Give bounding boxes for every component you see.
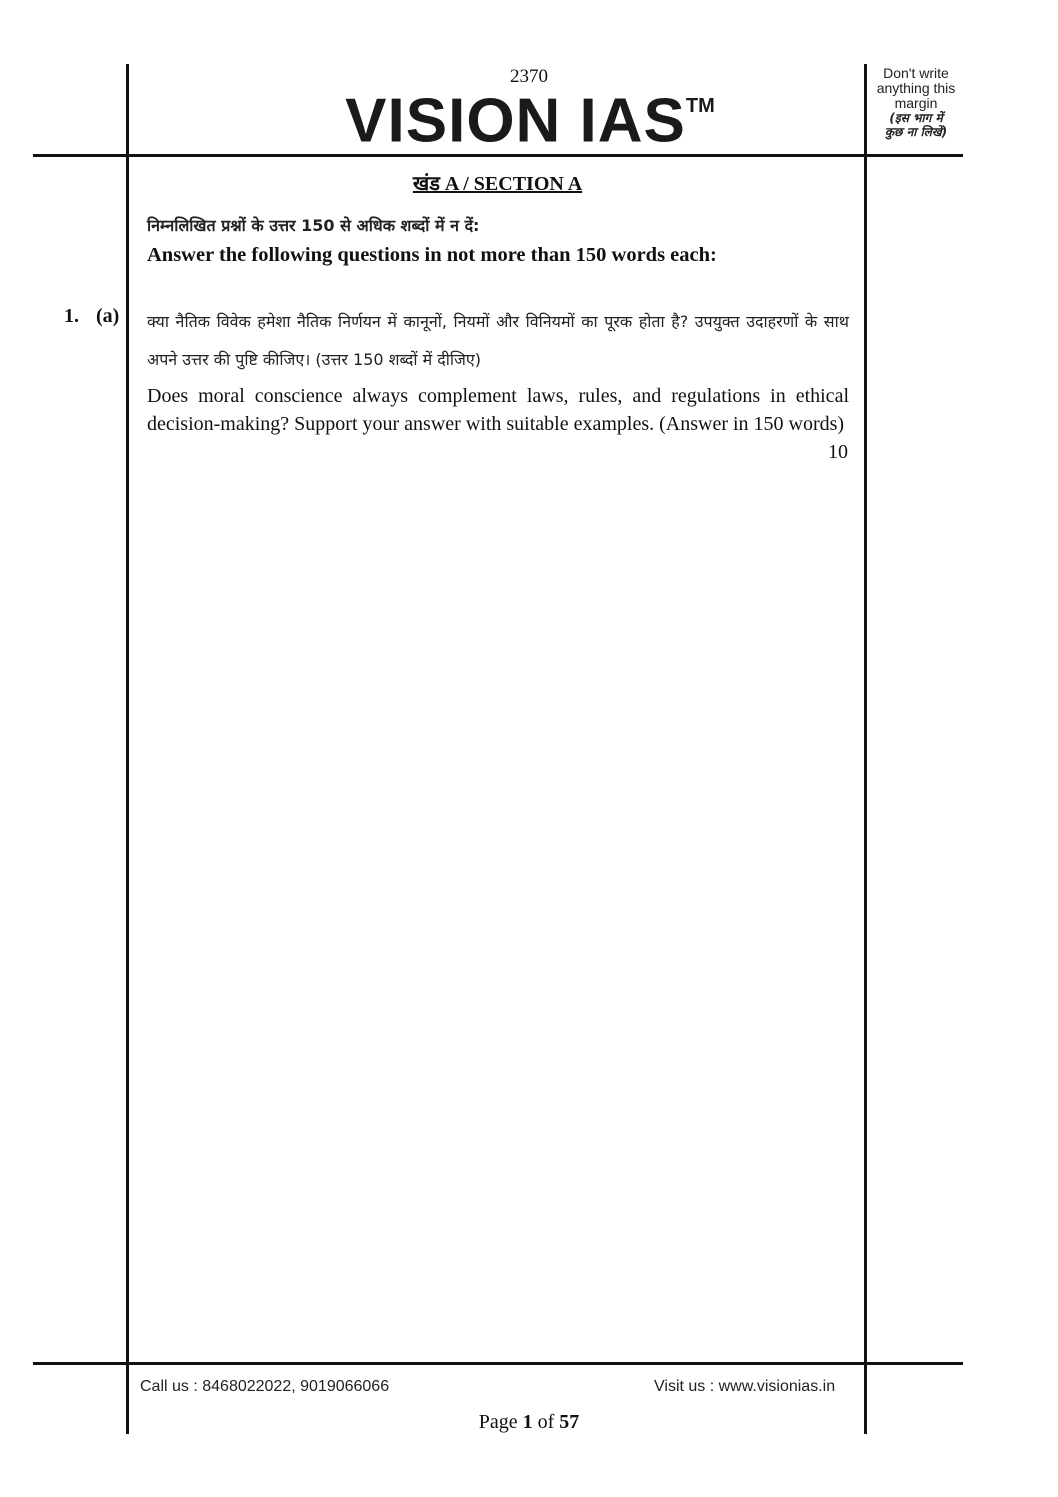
brand-name: VISION IAS bbox=[345, 86, 686, 156]
margin-note-line: anything this bbox=[876, 80, 956, 96]
instruction-english: Answer the following questions in not more than 150 words each: bbox=[147, 244, 717, 266]
question-number: 1. bbox=[64, 305, 79, 327]
section-title bbox=[130, 169, 865, 196]
question-text-hindi: क्या नैतिक विवेक हमेशा नैतिक निर्णयन में कानूनों, नियमों और विनियमों का पूरक होता है? उपयुक्त उदाहरणों के साथ अपने उत्तर की पुष्टि कीजिए। (उत्तर 150 शब्दों में दीजिए) bbox=[147, 312, 849, 369]
trademark-mark: TM bbox=[685, 95, 715, 117]
question-text-english: Does moral conscience always complement laws, rules, and regulations in ethical decision-making? Support your answer with suitable examples. (Answer in 150 words) bbox=[147, 385, 849, 435]
page-of: of bbox=[532, 1411, 560, 1433]
footer-website: Visit us : www.visionias.in bbox=[654, 1378, 836, 1395]
margin-note bbox=[868, 66, 964, 139]
page-current: 1 bbox=[522, 1411, 533, 1433]
margin-note-line: Don't write bbox=[883, 65, 949, 81]
footer-contact-phone: Call us : 8468022022, 9019066066 bbox=[140, 1378, 390, 1395]
page-total: 57 bbox=[559, 1411, 580, 1433]
margin-note-line: margin bbox=[894, 95, 938, 111]
right-margin-line bbox=[864, 64, 867, 1434]
left-margin-line bbox=[126, 64, 129, 1434]
margin-note-hindi-line: कुछ ना लिखें) bbox=[884, 125, 948, 139]
question-part: (a) bbox=[96, 305, 120, 327]
instruction-hindi: निम्नलिखित प्रश्नों के उत्तर 150 से अधिक शब्दों में न दें: bbox=[147, 216, 480, 235]
page-prefix: Page bbox=[478, 1411, 523, 1433]
brand-logo bbox=[260, 82, 800, 154]
question-marks: 10 bbox=[828, 441, 848, 463]
section-title-text: खंड A / SECTION A bbox=[412, 173, 583, 195]
footer-divider bbox=[33, 1362, 963, 1365]
page-number bbox=[0, 1411, 1058, 1434]
margin-note-hindi-line: (इस भाग में bbox=[889, 111, 943, 125]
paper-code: 2370 bbox=[510, 66, 548, 87]
